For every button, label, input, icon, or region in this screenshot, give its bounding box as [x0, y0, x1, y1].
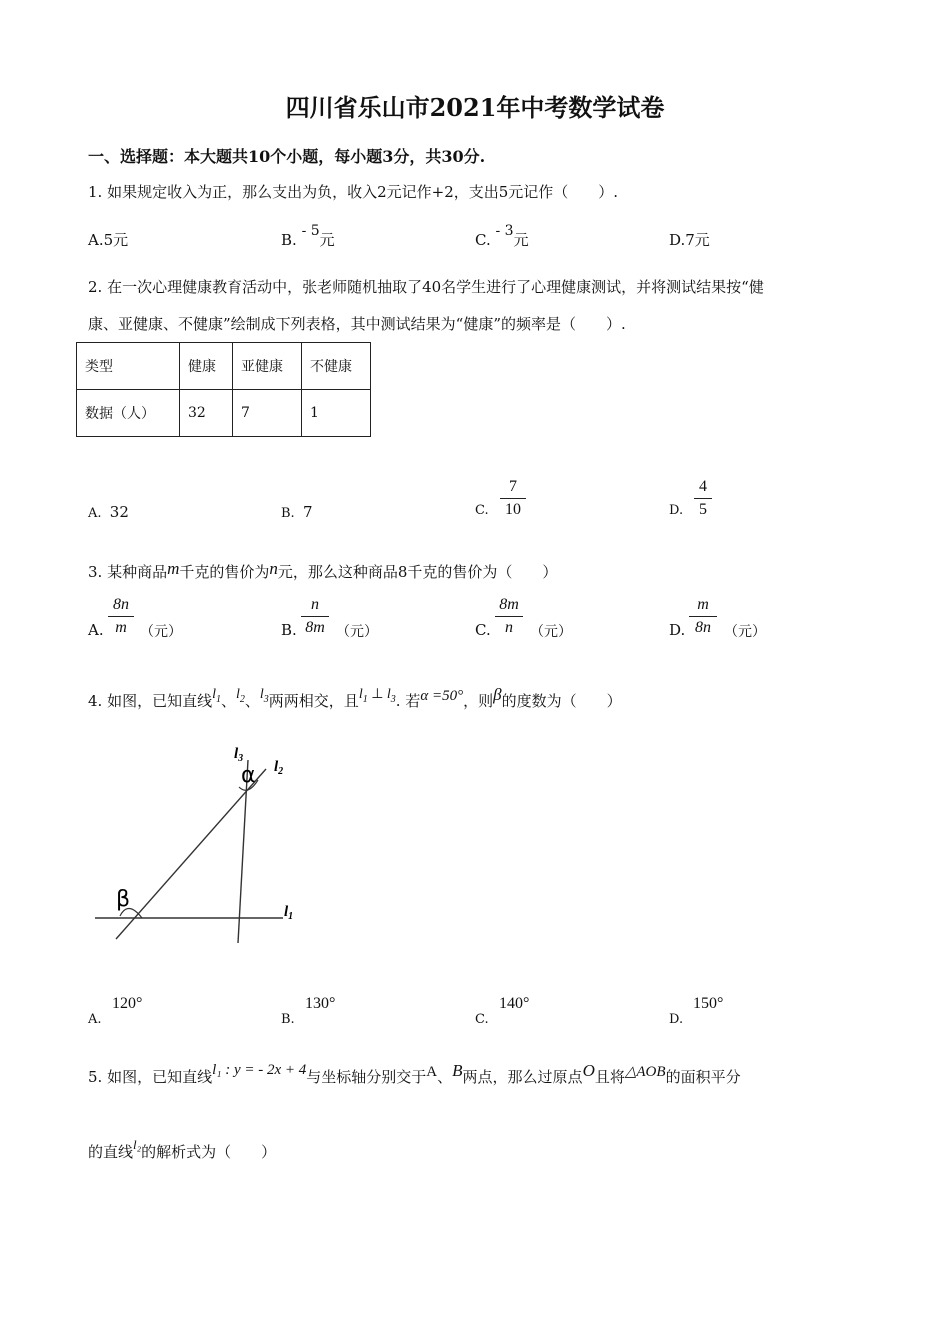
table-cell: 7: [233, 390, 302, 437]
q3-stem: 3. 某种商品m千克的售价为n元，那么这种商品8千克的售价为（ ）: [88, 559, 558, 581]
table-header-healthy: 健康: [180, 343, 233, 390]
q4-figure: [88, 740, 318, 950]
label-l3: $l_3$: [234, 746, 244, 764]
table-row: [77, 390, 371, 437]
q1-option-c[interactable]: C. - 3元: [475, 223, 529, 249]
label-beta: β: [116, 887, 131, 912]
q3-option-b-fraction: n 8m: [301, 595, 329, 638]
label-l2: $l_2$: [274, 759, 284, 777]
q3-option-d-unit: （元）: [724, 624, 766, 640]
q4-option-a-letter[interactable]: A.: [88, 1012, 102, 1027]
q1-option-d[interactable]: D.7元: [669, 231, 710, 249]
q3-option-a-unit: （元）: [140, 624, 182, 640]
q2-option-c-fraction: 7 10: [500, 477, 526, 520]
table-header-type: 类型: [77, 343, 180, 390]
label-alpha: α: [241, 763, 256, 788]
q5-stem-line1: 5. 如图，已知直线l₁ : y = - 2x + 4与坐标轴分别交于A、B两点，那么过原点O且将△AOB的面积平分: [88, 1061, 741, 1086]
q4-option-b-letter[interactable]: B.: [281, 1012, 295, 1027]
q3-option-d-fraction: m 8n: [689, 595, 717, 638]
q4-option-b-value: 130°: [305, 995, 336, 1012]
q1-option-b[interactable]: B. - 5元: [281, 223, 335, 249]
q3-option-b-unit: （元）: [336, 624, 378, 640]
section-heading: 一、选择题：本大题共10个小题，每小题3分，共30分.: [88, 147, 486, 166]
q3-option-c-fraction: 8m n: [495, 595, 523, 638]
q3-option-c-letter[interactable]: C.: [475, 621, 491, 639]
table-header-unhealthy: 不健康: [302, 343, 371, 390]
q2-option-d-fraction: 4 5: [694, 477, 712, 520]
table-row: [77, 343, 371, 390]
q4-option-a-value: 120°: [112, 995, 143, 1012]
q3-option-a-fraction: 8n m: [108, 595, 134, 638]
q5-stem-line2: 的直线l₂的解析式为（ ）: [88, 1137, 277, 1161]
q4-option-c-value: 140°: [499, 995, 530, 1012]
q2-option-c-letter[interactable]: C.: [475, 503, 489, 518]
q2-stem-line2: 康、亚健康、不健康”绘制成下列表格，其中测试结果为“健康”的频率是（ ）.: [88, 315, 626, 333]
q3-option-a-letter[interactable]: A.: [88, 621, 104, 639]
q2-option-b[interactable]: B. 7: [281, 503, 313, 521]
q2-data-table: [76, 342, 371, 437]
q2-option-d-letter[interactable]: D.: [669, 503, 684, 518]
table-header-subhealthy: 亚健康: [233, 343, 302, 390]
q2-option-a[interactable]: A. 32: [88, 503, 129, 521]
table-cell: 1: [302, 390, 371, 437]
label-l1: $l_1$: [284, 904, 294, 922]
q3-option-b-letter[interactable]: B.: [281, 621, 297, 639]
q1-option-a[interactable]: A.5元: [88, 231, 129, 249]
q2-stem-line1: 2. 在一次心理健康教育活动中，张老师随机抽取了40名学生进行了心理健康测试，并将测试结果按“健: [88, 278, 764, 296]
q4-option-d-letter[interactable]: D.: [669, 1012, 684, 1027]
table-cell: 数据（人）: [77, 390, 180, 437]
q4-stem: 4. 如图，已知直线$l_1$、$l_2$、$l_3$两两相交，且$l_1$ ⊥ $l_3$. 若α =50°，则β的度数为（ ）: [88, 685, 622, 710]
table-cell: 32: [180, 390, 233, 437]
q4-option-c-letter[interactable]: C.: [475, 1012, 489, 1027]
q1-stem: 1. 如果规定收入为正，那么支出为负，收入2元记作+2，支出5元记作（ ）.: [88, 183, 619, 201]
q4-option-d-value: 150°: [693, 995, 724, 1012]
q3-option-c-unit: （元）: [530, 624, 572, 640]
page-title: 四川省乐山市2021年中考数学试卷: [285, 93, 665, 122]
q3-option-d-letter[interactable]: D.: [669, 621, 686, 639]
